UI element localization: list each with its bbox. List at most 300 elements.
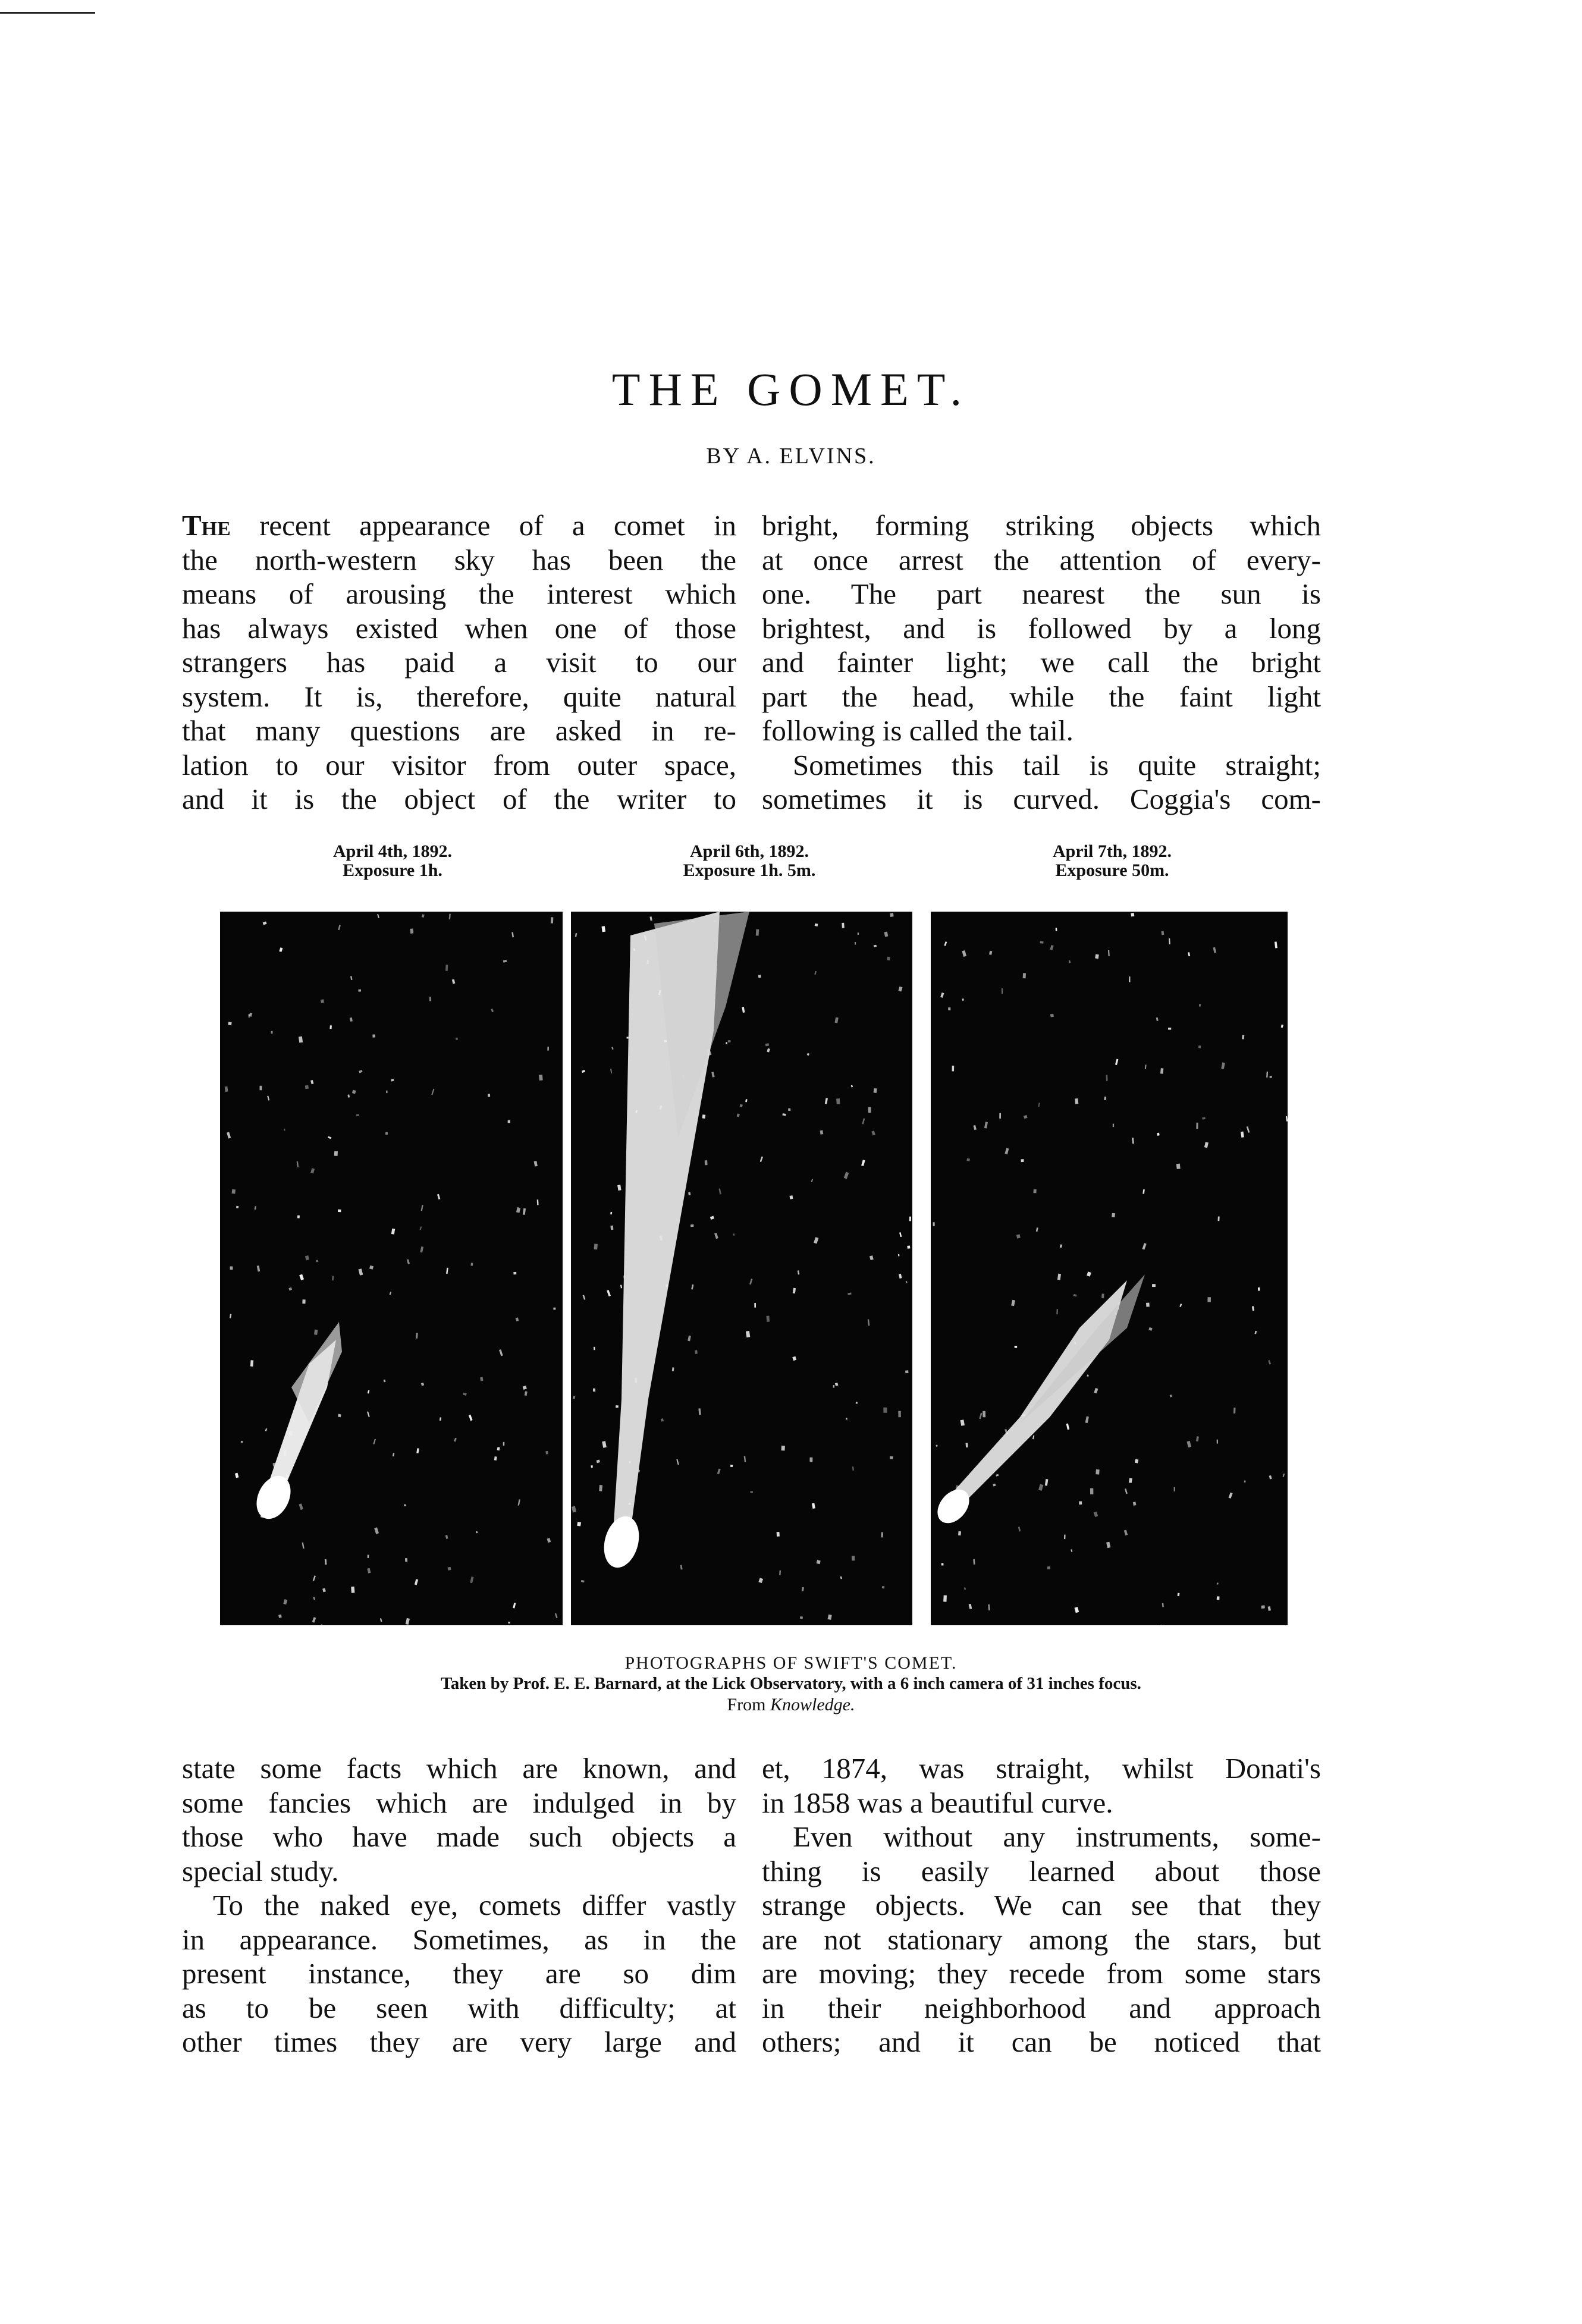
- star-speck: [993, 1484, 996, 1487]
- text-line: means of arousing the interest which: [182, 577, 736, 610]
- text-line: that many questions are asked in re-: [182, 714, 736, 747]
- star-speck: [941, 1563, 944, 1566]
- star-field: [225, 914, 558, 1626]
- star-speck: [404, 1504, 406, 1506]
- text-line: in their neighborhood and approach: [762, 1991, 1321, 2024]
- star-speck: [814, 1237, 818, 1243]
- star-speck: [513, 1603, 516, 1609]
- star-speck: [225, 1086, 228, 1092]
- star-speck: [702, 1114, 706, 1119]
- star-speck: [1233, 1408, 1236, 1414]
- star-speck: [448, 1567, 451, 1571]
- star-speck: [1268, 1606, 1271, 1611]
- star-speck: [1188, 952, 1190, 956]
- star-speck: [898, 1254, 899, 1257]
- star-speck: [1146, 1303, 1150, 1307]
- star-speck: [350, 976, 353, 980]
- star-speck: [1115, 1059, 1118, 1065]
- star-speck: [230, 1314, 231, 1318]
- star-speck: [1094, 1388, 1098, 1393]
- star-speck: [1145, 1064, 1147, 1069]
- star-speck: [899, 1232, 902, 1237]
- star-speck: [537, 1199, 539, 1205]
- photo-exposure: Exposure 1h. 5m.: [683, 860, 816, 880]
- star-speck: [523, 1208, 526, 1215]
- star-speck: [332, 1276, 334, 1280]
- figure-caption-credit: Taken by Prof. E. E. Barnard, at the Lick Observatory, with a 6 inch camera of 31 inches focus.: [441, 1674, 1141, 1693]
- text-line: brightest, and is followed by a long: [762, 611, 1321, 645]
- star-speck: [488, 1094, 490, 1097]
- star-speck: [746, 1331, 750, 1337]
- star-speck: [790, 1195, 793, 1199]
- star-speck: [745, 1099, 747, 1102]
- star-speck: [1125, 1488, 1128, 1494]
- star-speck: [626, 1037, 628, 1038]
- star-speck: [726, 1042, 727, 1044]
- text-line: and it is the object of the writer to: [182, 783, 736, 815]
- star-speck: [777, 1532, 780, 1537]
- star-speck: [756, 929, 759, 935]
- star-speck: [545, 1451, 548, 1455]
- star-speck: [1261, 1605, 1265, 1609]
- star-speck: [1148, 1327, 1152, 1331]
- star-speck: [1047, 1566, 1050, 1569]
- star-speck: [297, 1161, 299, 1167]
- text-line: others; and it can be noticed that: [762, 2025, 1321, 2058]
- star-field: [933, 913, 1288, 1625]
- star-speck: [1169, 938, 1170, 944]
- star-speck: [445, 965, 448, 971]
- star-speck: [313, 1597, 315, 1600]
- star-speck: [1106, 1542, 1110, 1549]
- star-speck: [416, 1448, 419, 1453]
- comet-tail: [946, 1280, 1127, 1512]
- star-speck: [310, 1080, 313, 1084]
- text-line: bright, forming striking objects which: [762, 509, 1321, 542]
- star-speck: [1021, 1159, 1024, 1162]
- star-speck: [367, 1411, 370, 1417]
- star-speck: [1011, 1300, 1015, 1307]
- star-speck: [1024, 1115, 1028, 1119]
- star-speck: [610, 1226, 613, 1230]
- star-speck: [325, 1559, 327, 1565]
- star-speck: [884, 931, 889, 937]
- star-speck: [744, 1456, 746, 1462]
- star-speck: [874, 945, 877, 947]
- star-speck: [798, 1270, 800, 1274]
- star-speck: [312, 1617, 316, 1623]
- star-speck: [852, 1466, 854, 1471]
- star-speck: [882, 1586, 885, 1588]
- star-speck: [1156, 1017, 1159, 1021]
- star-speck: [421, 1383, 424, 1386]
- star-speck: [812, 1503, 815, 1509]
- star-speck: [508, 1622, 510, 1623]
- star-speck: [1213, 947, 1217, 953]
- star-speck: [1104, 1097, 1106, 1100]
- star-speck: [284, 1129, 285, 1131]
- star-speck: [964, 1587, 966, 1590]
- star-speck: [825, 1098, 828, 1104]
- star-speck: [1286, 1116, 1288, 1122]
- star-speck: [1060, 1244, 1063, 1248]
- star-speck: [422, 914, 425, 918]
- star-speck: [359, 1070, 363, 1073]
- text-column-bottom-left: [182, 1751, 736, 2059]
- text-line: To the naked eye, comets differ vastly: [213, 1889, 736, 1921]
- star-speck: [313, 1575, 316, 1581]
- star-speck: [1069, 960, 1071, 963]
- star-speck: [263, 921, 267, 925]
- star-speck: [898, 1411, 901, 1417]
- star-speck: [817, 1560, 821, 1564]
- star-speck: [480, 1377, 484, 1381]
- star-speck: [1057, 1274, 1061, 1280]
- star-speck: [594, 1244, 598, 1250]
- star-speck: [1202, 1117, 1206, 1120]
- star-speck: [523, 1386, 527, 1390]
- star-speck: [1124, 1530, 1128, 1536]
- star-speck: [367, 1568, 371, 1574]
- star-speck: [1244, 1480, 1245, 1483]
- star-speck: [305, 1085, 309, 1089]
- star-speck: [948, 1007, 950, 1010]
- star-speck: [1050, 1014, 1054, 1017]
- star-speck: [1254, 1331, 1257, 1334]
- star-speck: [1018, 1527, 1021, 1531]
- star-speck: [299, 1037, 303, 1043]
- star-speck: [758, 1578, 763, 1583]
- star-speck: [508, 1120, 510, 1123]
- text-line: the north-western sky has been the: [182, 543, 736, 576]
- star-speck: [815, 924, 818, 927]
- text-line: following is called the tail.: [762, 714, 1074, 747]
- star-speck: [1198, 1045, 1201, 1048]
- star-speck: [1207, 1297, 1211, 1302]
- star-speck: [1095, 954, 1099, 959]
- star-speck: [1032, 1436, 1035, 1440]
- star-speck: [440, 1417, 441, 1421]
- star-speck: [1178, 1593, 1180, 1597]
- star-speck: [1090, 1488, 1094, 1494]
- star-speck: [334, 1151, 338, 1156]
- star-speck: [236, 1206, 238, 1208]
- star-speck: [996, 1474, 999, 1477]
- star-speck: [718, 1188, 721, 1194]
- star-speck: [321, 999, 324, 1003]
- star-speck: [230, 1266, 233, 1270]
- star-speck: [393, 1453, 395, 1456]
- star-speck: [851, 1085, 853, 1088]
- star-speck: [899, 1274, 902, 1279]
- star-speck: [420, 1246, 423, 1253]
- star-speck: [1131, 913, 1134, 916]
- star-speck: [871, 1130, 875, 1135]
- star-speck: [582, 1070, 585, 1073]
- star-speck: [260, 1086, 262, 1091]
- star-speck: [1129, 976, 1131, 982]
- star-speck: [936, 1444, 937, 1447]
- star-speck: [742, 1007, 745, 1013]
- star-speck: [1087, 1271, 1091, 1277]
- star-speck: [491, 1009, 494, 1012]
- star-speck: [456, 1037, 458, 1040]
- star-speck: [833, 1385, 834, 1388]
- star-speck: [1002, 988, 1003, 994]
- star-speck: [373, 1439, 376, 1444]
- star-speck: [999, 1113, 1001, 1119]
- text-line: sometimes it is curved. Coggia's com-: [762, 783, 1321, 815]
- text-line: one. The part nearest the sun is: [762, 577, 1321, 610]
- figure-caption-title: PHOTOGRAPHS OF SWIFT'S COMET.: [624, 1653, 958, 1673]
- star-speck: [688, 1192, 690, 1195]
- star-speck: [881, 1532, 883, 1538]
- star-speck: [610, 1069, 612, 1073]
- text-line: et, 1874, was straight, whilst Donati's: [762, 1752, 1321, 1785]
- star-speck: [728, 1040, 731, 1042]
- star-speck: [416, 1333, 418, 1339]
- star-speck: [909, 1217, 911, 1221]
- star-speck: [1176, 1164, 1181, 1169]
- star-speck: [358, 990, 361, 992]
- star-speck: [599, 1485, 602, 1491]
- star-speck: [1045, 1479, 1048, 1486]
- star-speck: [350, 1017, 353, 1022]
- star-speck: [385, 1132, 388, 1135]
- star-speck: [321, 1624, 323, 1625]
- star-speck: [539, 1075, 543, 1081]
- text-line: in appearance. Sometimes, as in the: [182, 1923, 736, 1956]
- star-speck: [802, 1587, 804, 1591]
- star-speck: [698, 1408, 701, 1415]
- star-speck: [1275, 941, 1277, 948]
- star-speck: [386, 1091, 387, 1093]
- star-speck: [828, 1615, 832, 1620]
- star-speck: [410, 928, 413, 934]
- star-speck: [691, 1285, 693, 1290]
- star-speck: [874, 1088, 877, 1093]
- star-speck: [960, 1419, 965, 1425]
- star-speck: [1252, 1306, 1254, 1311]
- text-line: those who have made such objects a: [182, 1820, 736, 1853]
- star-speck: [793, 1288, 796, 1294]
- star-speck: [1162, 931, 1164, 935]
- star-speck: [1056, 928, 1057, 931]
- star-speck: [338, 1414, 341, 1418]
- star-speck: [407, 1259, 410, 1264]
- star-speck: [299, 1274, 304, 1280]
- article-title: THE GOMET.: [611, 363, 971, 415]
- star-speck: [1242, 1035, 1244, 1039]
- star-speck: [611, 1047, 614, 1050]
- star-speck: [1075, 1607, 1079, 1613]
- text-line: other times they are very large and: [182, 2025, 736, 2058]
- text-column-top-right: [762, 508, 1321, 816]
- star-speck: [754, 1303, 756, 1308]
- star-speck: [800, 1616, 803, 1619]
- star-speck: [1113, 1124, 1114, 1128]
- star-speck: [979, 1413, 982, 1419]
- star-speck: [1204, 1142, 1209, 1148]
- star-speck: [356, 1114, 359, 1116]
- star-speck: [958, 1531, 961, 1535]
- star-speck: [1217, 1596, 1220, 1600]
- star-speck: [469, 1415, 473, 1421]
- star-speck: [553, 1308, 555, 1310]
- star-speck: [1157, 1133, 1159, 1136]
- star-speck: [445, 1535, 448, 1539]
- star-speck: [1142, 1189, 1145, 1194]
- star-speck: [1247, 1126, 1250, 1133]
- star-speck: [733, 1233, 734, 1236]
- star-speck: [983, 1411, 985, 1418]
- star-speck: [861, 1160, 865, 1166]
- star-speck: [1160, 1068, 1163, 1074]
- star-speck: [583, 1295, 586, 1299]
- star-speck: [835, 1383, 839, 1386]
- star-speck: [322, 1588, 326, 1593]
- star-speck: [1071, 1549, 1072, 1552]
- star-speck: [1229, 1493, 1233, 1499]
- star-speck: [1187, 1441, 1191, 1447]
- star-speck: [616, 1405, 619, 1408]
- star-speck: [516, 1317, 519, 1321]
- star-speck: [302, 1299, 305, 1304]
- star-speck: [449, 914, 451, 920]
- text-line: are not stationary among the stars, but: [762, 1923, 1321, 1956]
- star-speck: [452, 979, 456, 984]
- star-speck: [241, 1441, 243, 1443]
- text-line: has always existed when one of those: [182, 611, 736, 645]
- text-line: and fainter light; we call the bright: [762, 646, 1321, 679]
- star-speck: [1101, 1293, 1104, 1298]
- star-speck: [551, 917, 553, 923]
- star-speck: [1015, 1346, 1018, 1348]
- star-speck: [314, 1330, 318, 1335]
- star-speck: [1133, 1502, 1137, 1506]
- star-speck: [352, 1090, 356, 1094]
- star-speck: [476, 1531, 478, 1534]
- star-speck: [577, 1522, 581, 1527]
- star-speck: [602, 1441, 607, 1448]
- star-speck: [591, 1465, 592, 1468]
- star-speck: [1221, 1062, 1225, 1069]
- star-speck: [463, 1393, 467, 1396]
- star-speck: [1066, 1423, 1070, 1430]
- star-speck: [868, 1319, 870, 1326]
- star-speck: [750, 1491, 753, 1493]
- star-speck: [1036, 1227, 1038, 1232]
- comet-photo-3-image: [931, 912, 1288, 1625]
- photo-date: April 7th, 1892.: [1052, 841, 1172, 861]
- star-speck: [1258, 1287, 1260, 1291]
- star-speck: [283, 1599, 287, 1604]
- star-speck: [661, 1418, 664, 1422]
- star-speck: [597, 1459, 600, 1463]
- star-speck: [779, 1571, 781, 1575]
- photo-label-3: [1011, 842, 1213, 880]
- star-speck: [310, 1168, 315, 1173]
- star-speck: [302, 1543, 305, 1549]
- text-line: system. It is, therefore, quite natural: [182, 680, 736, 713]
- star-speck: [711, 1072, 714, 1077]
- star-speck: [267, 1095, 269, 1100]
- photo-label-1: [291, 842, 494, 880]
- star-speck: [547, 1047, 549, 1051]
- star-speck: [988, 1604, 990, 1610]
- photo-exposure: Exposure 50m.: [1055, 860, 1169, 880]
- text-line: lation to our visitor from outer space,: [182, 748, 736, 781]
- text-line: are moving; they recede from some stars: [762, 1957, 1321, 1990]
- star-speck: [446, 1268, 448, 1274]
- star-speck: [906, 1281, 908, 1283]
- text-line: at once arrest the attention of every-: [762, 543, 1321, 576]
- star-speck: [710, 1216, 714, 1220]
- star-speck: [868, 1107, 871, 1113]
- star-speck: [737, 1113, 740, 1117]
- star-speck: [511, 932, 514, 937]
- star-speck: [278, 1615, 282, 1618]
- star-speck: [299, 1503, 303, 1510]
- star-speck: [573, 1396, 575, 1399]
- star-speck: [749, 1279, 752, 1285]
- star-speck: [391, 1079, 394, 1082]
- star-speck: [257, 1265, 260, 1271]
- star-speck: [676, 1459, 679, 1465]
- photo-exposure: Exposure 1h.: [343, 860, 442, 880]
- star-speck: [1152, 1284, 1156, 1287]
- star-speck: [328, 1136, 331, 1139]
- photo-date: April 6th, 1892.: [689, 841, 809, 861]
- star-speck: [235, 1473, 239, 1478]
- star-speck: [730, 1465, 733, 1467]
- star-speck: [966, 1158, 969, 1161]
- star-speck: [1266, 1072, 1268, 1078]
- text-line: Even without any instruments, some-: [793, 1820, 1321, 1853]
- star-speck: [607, 1290, 611, 1296]
- lead-word: The: [182, 509, 231, 542]
- star-speck: [516, 1207, 520, 1213]
- text-line: in 1858 was a beautiful curve.: [762, 1786, 1113, 1819]
- star-speck: [969, 1604, 972, 1609]
- star-speck: [377, 914, 379, 918]
- star-speck: [1135, 1459, 1139, 1463]
- text-column-top-left: [182, 508, 736, 816]
- star-speck: [1112, 1213, 1115, 1217]
- star-speck: [1268, 1360, 1271, 1365]
- star-speck: [973, 1559, 975, 1565]
- star-speck: [760, 1157, 763, 1163]
- star-speck: [846, 1418, 848, 1419]
- star-speck: [1282, 1474, 1285, 1477]
- star-speck: [792, 1356, 796, 1361]
- star-speck: [714, 1233, 718, 1239]
- text-line: special study.: [182, 1854, 339, 1888]
- star-speck: [575, 933, 577, 937]
- star-speck: [384, 1380, 386, 1383]
- star-speck: [415, 1579, 418, 1585]
- star-speck: [499, 1349, 503, 1356]
- star-speck: [1132, 1138, 1134, 1144]
- star-speck: [250, 1360, 253, 1367]
- star-speck: [758, 975, 761, 978]
- star-speck: [497, 1447, 500, 1450]
- star-speck: [933, 1222, 935, 1226]
- star-speck: [788, 1108, 790, 1111]
- star-speck: [620, 1285, 622, 1288]
- star-speck: [547, 1538, 551, 1543]
- star-speck: [767, 1316, 770, 1322]
